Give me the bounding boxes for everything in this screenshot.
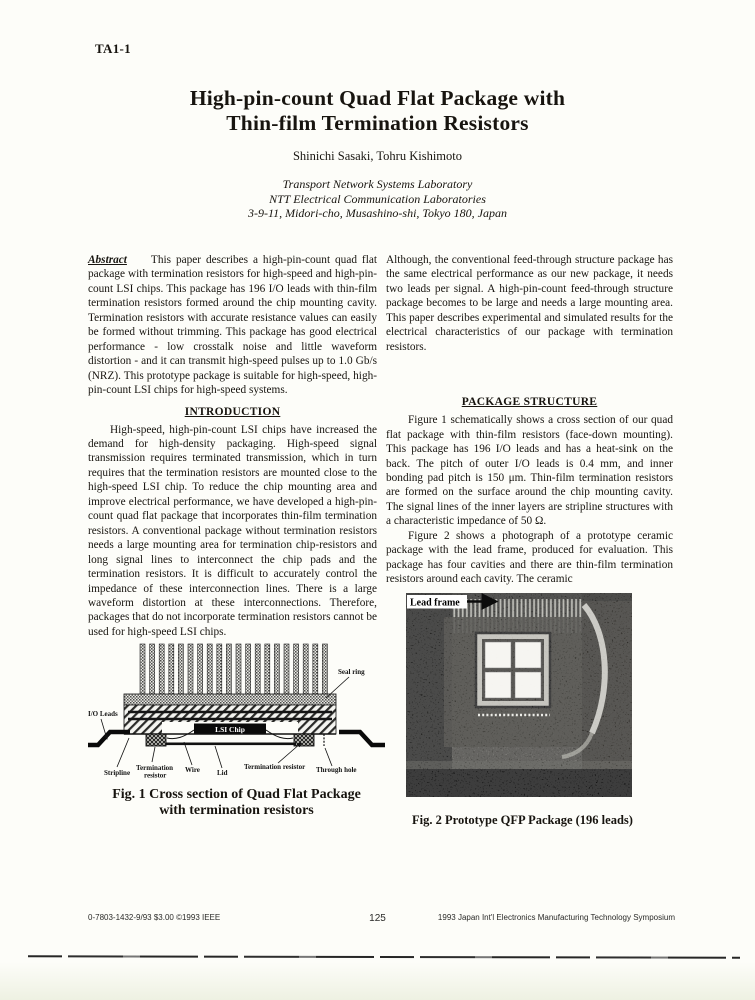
fig1-label-stripline: Stripline (104, 769, 131, 778)
page-title (0, 86, 755, 136)
fig1-lid (166, 743, 296, 746)
figure2-caption: Fig. 2 Prototype QFP Package (196 leads) (412, 812, 633, 827)
fig1-label-termination-left-2: resistor (144, 771, 167, 780)
right-column (386, 253, 673, 828)
abstract-text: This paper describes a high-pin-count quad flat package with termination resistors for high-speed and high-pin-count LSI chips. This package has 196 I/O leads with thin-film termination resistors formed around the chip mounting cavity. Termination resistors with accurate resistance values can easily be formed without trimming. This package has good electrical performance - low crosstalk noise and little waveform distortion - and it can transmit high-speed pulses up to 1.0 Gb/s (NRZ). This prototype package is suitable for high-speed, high-pin-count LSI chips for high-speed systems. (88, 254, 377, 397)
column-gap (386, 354, 673, 388)
figure1-caption (88, 787, 385, 818)
figure2-photo (406, 593, 632, 797)
fig1-termination-resistor-left (146, 734, 166, 746)
affiliation-line-1: Transport Network Systems Laboratory (282, 177, 473, 191)
affiliation-line-2: NTT Electrical Communication Laboratories (269, 191, 486, 206)
fig1-label-wire: Wire (185, 766, 200, 775)
fig1-heatsink-fins (140, 644, 327, 694)
affiliation-block (0, 177, 755, 221)
footer-conference: 1993 Japan Int'l Electronics Manufacturing Technology Symposium (437, 913, 675, 922)
package-structure-paragraph-2: Figure 2 shows a photograph of a prototype ceramic package with the lead frame, produced for evaluation. This package has four cavities and there are thin-film termination resistors around each cavity. The ceramic (386, 529, 673, 586)
photo-grain-light (406, 593, 632, 797)
fig1-label-lid: Lid (217, 769, 228, 778)
title-line-2: Thin-film Termination Resistors (226, 111, 529, 135)
authors-line: Shinichi Sasaki, Tohru Kishimoto (292, 149, 463, 163)
section-heading-introduction: INTRODUCTION (184, 405, 281, 418)
fig1-label-seal-ring: Seal ring (338, 668, 365, 677)
title-line-1: High-pin-count Quad Flat Package with (189, 86, 566, 110)
fig1-label-io-leads: I/O Leads (88, 710, 118, 719)
fig1-label-termination-right: Termination resistor (244, 763, 306, 772)
fig1-label-through-hole: Through hole (316, 766, 357, 775)
fig1-termination-resistor-right (294, 734, 314, 746)
section-heading-package-structure: PACKAGE STRUCTURE (461, 396, 598, 409)
affiliation-line-3: 3-9-11, Midori-cho, Musashino-shi, Tokyo 180, Japan (248, 206, 507, 220)
fig1-label-termination-left-1: Termination (136, 764, 174, 773)
figure1-diagram (88, 642, 385, 780)
figure1-caption-line-2: with termination resistors (159, 802, 314, 818)
package-structure-paragraph-1: Figure 1 schematically shows a cross section of our quad flat package with thin-film resistors (face-down mounting). This package has 196 I/O leads and has a heat-sink on the back. The pitch of outer I/O leads is 0.4 mm, and inner bonding pad pitch is 150 μm. Thin-film termination resistors are formed on the surface around the chip mounting cavity. The signal lines of the inner layers are stripline structures with a characteristic impedance of 50 Ω. (386, 414, 673, 528)
fig1-label-lsi-chip: LSI Chip (215, 725, 245, 735)
feedthrough-paragraph: Although, the conventional feed-through structure package has the same electrical performance as our new package, it needs two leads per signal. A high-pin-count feed-through structure package becomes to be large and needs a large mounting area. This paper describes experimental and simulated results for the electrical characteristics of our package with termination resistors. (386, 254, 673, 353)
introduction-paragraph: High-speed, high-pin-count LSI chips have increased the demand for high-density packaging. High-speed signal transmission requires terminated transmission, which in turn requires that the termination resistors are mounted close to the high-speed LSI chip. To reduce the chip mounting area and improve electrical performance, we have developed a high-pin-count quad flat package that incorporates thin-film termination resistors. A conventional package without termination resistors needs a large mounting area for termination chip-resistors and long signal lines to interconnect the chip pads and the termination resistors. It is difficult to accurately control the impedance of these interconnection lines. There is a large waveform distortion at these interconnections. Therefore, packages that do not incorporate termination resistors cannot be used for high-speed LSI chips. (88, 423, 377, 638)
footer-copyright: 0-7803-1432-9/93 $3.00 ©1993 IEEE (88, 913, 221, 922)
scan-bottom-tint (0, 962, 755, 1000)
figure1 (88, 642, 385, 818)
scan-edge-line (28, 955, 740, 958)
fig1-seal-ring-band (124, 694, 336, 705)
abstract-label: Abstract (88, 254, 127, 266)
fig1-lead-right (339, 732, 385, 745)
footer-page-number: 125 (369, 913, 386, 924)
fig1-lead-left (88, 732, 130, 745)
fig2-leadframe-label: Lead frame (410, 597, 460, 609)
figure1-caption-line-1: Fig. 1 Cross section of Quad Flat Package (112, 787, 361, 803)
left-column (88, 253, 377, 818)
abstract-paragraph (88, 253, 377, 398)
session-tag: TA1-1 (95, 41, 131, 56)
